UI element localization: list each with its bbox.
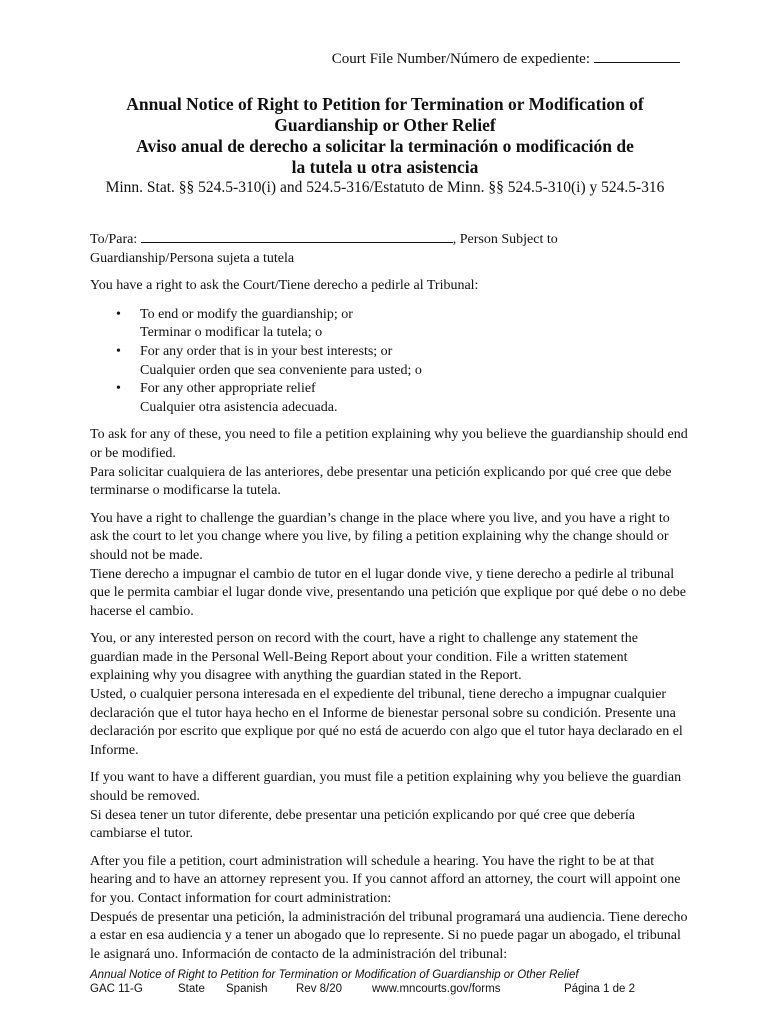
- bullet-icon: •: [116, 343, 121, 359]
- to-suffix: , Person Subject to: [452, 232, 558, 247]
- paragraph-wellbeing-report: [90, 630, 690, 760]
- to-label: To/Para:: [90, 232, 138, 247]
- paragraph-english: To ask for any of these, you need to file a petition explaining why you believe the guardianship should end or be modified.: [90, 427, 688, 461]
- addressee-line: [90, 229, 690, 268]
- paragraph-spanish: Para solicitar cualquiera de las anteriores, debe presentar una petición explicando por qué cree que debe terminarse o modificarse la tutela.: [90, 464, 672, 499]
- paragraph-petition: [90, 426, 690, 500]
- list-item: [90, 343, 690, 380]
- right-english: For any other appropriate relief: [140, 381, 316, 397]
- paragraph-english: After you file a petition, court administration will schedule a hearing. You have the right to be at that hearing and to have an attorney represent you. If you cannot afford an attorney, the court will appoint one for you. Contact information for court administration:: [90, 853, 681, 906]
- footer-meta-row: [90, 982, 690, 997]
- footer-state: State: [178, 983, 205, 995]
- page-footer: [90, 968, 690, 997]
- footer-title: Annual Notice of Right to Petition for Termination or Modification of Guardianship or Other Relief: [90, 969, 579, 981]
- list-item: [90, 306, 690, 343]
- paragraph-english: You have a right to challenge the guardian’s change in the place where you live, and you have a right to ask the court to let you change where you live, by filing a petition explaining why the change should or should not be made.: [90, 510, 670, 563]
- right-english: For any order that is in your best interests; or: [140, 343, 393, 359]
- title-english-line2: Guardianship or Other Relief: [274, 115, 496, 135]
- statute-citation: Minn. Stat. §§ 524.5-310(i) and 524.5-316/Estatuto de Minn. §§ 524.5-310(i) y 524.5-316: [105, 179, 665, 196]
- list-item: [90, 380, 690, 417]
- bullet-icon: •: [116, 306, 121, 322]
- bullet-icon: •: [116, 381, 121, 397]
- footer-url[interactable]: www.mncourts.gov/forms: [372, 983, 501, 995]
- court-file-number: [332, 48, 680, 68]
- document-body: [90, 229, 690, 973]
- footer-page-number: Página 1 de 2: [564, 983, 635, 995]
- document-title-block: [60, 94, 710, 214]
- paragraph-spanish: Tiene derecho a impugnar el cambio de tutor en el lugar donde vive, y tiene derecho a pedirle al tribunal que le permita cambiar el lugar donde vive, presentando una petición que explique por qué debe o no debe hacerse el cambio.: [90, 566, 686, 619]
- file-number-label: Court File Number/Número de expediente:: [331, 51, 590, 67]
- right-spanish: Cualquier orden que sea conveniente para usted; o: [140, 362, 422, 378]
- paragraph-residence-change: [90, 510, 690, 622]
- rights-list: [90, 306, 690, 418]
- to-line2: Guardianship/Persona sujeta a tutela: [90, 250, 295, 266]
- paragraph-spanish: Usted, o cualquier persona interesada en el expediente del tribunal, tiene derecho a impugnar cualquier declaración que el tutor haya hecho en el Informe de bienestar personal sobre su condición. Presente una declaración por escrito que explique por qué no está de acuerdo con algo que el tutor haya declarado en el Informe.: [90, 687, 683, 758]
- right-english: To end or modify the guardianship; or: [140, 306, 353, 322]
- right-spanish: Terminar o modificar la tutela; o: [140, 325, 323, 341]
- paragraph-english: If you want to have a different guardian, you must file a petition explaining why you believe the guardian should be removed.: [90, 770, 682, 805]
- paragraph-spanish: Si desea tener un tutor diferente, debe presentar una petición explicando por qué cree que debería cambiarse el tutor.: [90, 807, 635, 842]
- footer-form-id: GAC 11-G: [90, 983, 143, 995]
- paragraph-english: You, or any interested person on record with the court, have a right to challenge any statement the guardian made in the Personal Well-Being Report about your condition. File a written statement explaining why you disagree with anything the guardian stated in the Report.: [90, 631, 638, 684]
- paragraph-different-guardian: [90, 769, 690, 843]
- file-number-blank[interactable]: [594, 48, 680, 63]
- title-spanish-line2: la tutela u otra asistencia: [291, 157, 479, 177]
- rights-intro: You have a right to ask the Court/Tiene derecho a pedirle al Tribunal:: [90, 278, 479, 294]
- footer-language: Spanish: [226, 983, 268, 995]
- paragraph-hearing: [90, 853, 690, 965]
- title-spanish-line1: Aviso anual de derecho a solicitar la terminación o modificación de: [136, 136, 634, 156]
- footer-revision: Rev 8/20: [296, 983, 343, 995]
- title-english-line1: Annual Notice of Right to Petition for Termination or Modification of: [126, 94, 644, 114]
- paragraph-spanish: Después de presentar una petición, la administración del tribunal programará una audiencia. Tiene derecho a estar en esa audiencia y a tener un abogado que lo represente. Si no puede pagar un abogado, el tribunal le asignará uno. Información de contacto de la administración del tribunal:: [90, 909, 688, 962]
- right-spanish: Cualquier otra asistencia adecuada.: [140, 399, 338, 415]
- addressee-name-blank[interactable]: [141, 229, 453, 243]
